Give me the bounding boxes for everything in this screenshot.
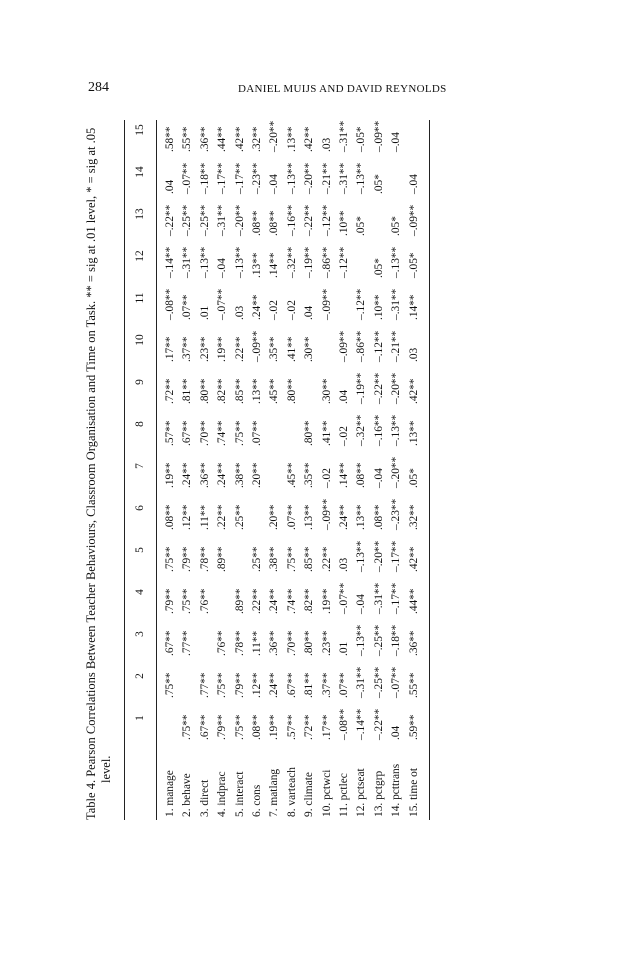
table-cell: .20** (268, 504, 281, 530)
table-cell: –.09** (320, 288, 333, 320)
table-cell: .80** (285, 378, 298, 404)
table-cell: .05* (372, 174, 385, 194)
table-cell: –.22** (303, 204, 316, 236)
table-cell: .74** (216, 420, 229, 446)
table-cell: .04 (390, 725, 403, 740)
table-cell: –.22** (164, 204, 176, 236)
table-cell: .67** (285, 672, 298, 698)
table-cell: .67** (164, 630, 176, 656)
table-cell: .12** (181, 504, 194, 530)
table-cell: –.07** (216, 288, 229, 320)
table-cell: .75** (233, 714, 246, 740)
table-cell: .77** (198, 672, 211, 698)
table-cell: .24** (338, 504, 350, 530)
table-cell: –.13** (233, 246, 246, 278)
table-cell: .76** (198, 588, 211, 614)
table-cell: .24** (268, 672, 281, 698)
table-cell: –.31** (355, 666, 368, 698)
column-header: 2 (134, 673, 146, 679)
table-cell: –.08** (338, 708, 350, 740)
table-cell: .14** (338, 462, 350, 488)
table-cell: .24** (251, 294, 263, 320)
table-cell: –.17** (390, 582, 403, 614)
table-cell: .42** (303, 126, 316, 152)
table-cell: .81** (303, 672, 316, 698)
table-cell: .78** (198, 546, 211, 572)
table-cell: .20** (251, 462, 263, 488)
table-cell: .79** (233, 672, 246, 698)
column-header: 4 (134, 589, 146, 595)
table-cell: –.12** (338, 246, 350, 278)
column-header: 7 (134, 463, 146, 469)
table-cell: –.32** (285, 246, 298, 278)
table-cell: –.25** (181, 204, 194, 236)
table-cell: .36** (407, 630, 420, 656)
table-cell: .10** (338, 210, 350, 236)
column-header: 5 (134, 547, 146, 553)
table-cell: .75** (285, 546, 298, 572)
table-cell: .07** (285, 504, 298, 530)
table-cell: .67** (198, 714, 211, 740)
table-cell: .44** (407, 588, 420, 614)
header-rule (156, 120, 157, 820)
table-cell: –.04 (390, 132, 403, 152)
table-cell: .08** (251, 210, 263, 236)
table-cell: .14** (268, 252, 281, 278)
table-cell: –.32** (355, 414, 368, 446)
table-cell: .80** (303, 420, 316, 446)
table-cell: –.09** (251, 330, 263, 362)
table-cell: –.86** (355, 330, 368, 362)
row-label: 3. direct (198, 779, 211, 817)
table-cell: –.18** (390, 624, 403, 656)
table-cell: .37** (320, 672, 333, 698)
table-cell: –.07** (181, 162, 194, 194)
table-cell: –.20** (303, 162, 316, 194)
table-cell: .05* (355, 216, 368, 236)
top-rule (124, 120, 125, 820)
column-header: 8 (134, 421, 146, 427)
table-cell: –.31** (216, 204, 229, 236)
table-cell: .79** (181, 546, 194, 572)
table-cell: –.22** (372, 708, 385, 740)
table-cell: .75** (164, 672, 176, 698)
table-cell: .05* (407, 468, 420, 488)
table-cell: .82** (216, 378, 229, 404)
table-cell: –.09** (320, 498, 333, 530)
table-cell: –.12** (372, 330, 385, 362)
table-cell: .45** (285, 462, 298, 488)
table-cell: .36** (198, 462, 211, 488)
table-cell: –.09** (407, 204, 420, 236)
table-cell: –.02 (268, 300, 281, 320)
row-label: 15. time ot (407, 767, 420, 817)
table-cell: .13** (285, 126, 298, 152)
table-cell: –.09** (338, 330, 350, 362)
table-cell: –.02 (320, 468, 333, 488)
table-cell: –.14** (355, 708, 368, 740)
table-cell: .22** (251, 588, 263, 614)
table-cell: –.12** (320, 204, 333, 236)
table-cell: .38** (268, 546, 281, 572)
table-cell: .10** (372, 294, 385, 320)
table-cell: .57** (164, 420, 176, 446)
running-head: DANIEL MUIJS AND DAVID REYNOLDS (238, 83, 447, 95)
table-cell: –.31** (338, 162, 350, 194)
column-header: 9 (134, 379, 146, 385)
table-cell: .42** (407, 378, 420, 404)
row-label: 1. manage (164, 770, 176, 817)
table-cell: .32** (407, 504, 420, 530)
table-cell: –.16** (285, 204, 298, 236)
row-label: 8. varteach (285, 767, 298, 817)
table-cell: .25** (251, 546, 263, 572)
table-cell: .05* (390, 216, 403, 236)
table-cell: –.04 (407, 174, 420, 194)
table-cell: –.07** (390, 666, 403, 698)
table-cell: .03 (320, 137, 333, 152)
table-cell: –.04 (216, 258, 229, 278)
table-cell: .17** (164, 336, 176, 362)
rotated-table-block (72, 120, 532, 820)
table-cell: –.21** (390, 330, 403, 362)
table-cell: .22** (320, 546, 333, 572)
table-cell: .55** (407, 672, 420, 698)
table-cell: .75** (164, 546, 176, 572)
table-cell: .36** (198, 126, 211, 152)
table-cell: .08** (268, 210, 281, 236)
table-cell: –.13** (390, 246, 403, 278)
table-cell: –.14** (164, 246, 176, 278)
table-cell: .70** (285, 630, 298, 656)
table-cell: –.02 (338, 426, 350, 446)
table-cell: .07** (251, 420, 263, 446)
table-cell: –.20** (233, 204, 246, 236)
row-label: 12. pctseat (355, 768, 368, 817)
table-cell: –.22** (372, 372, 385, 404)
table-cell: .89** (233, 588, 246, 614)
table-cell: .11** (251, 630, 263, 656)
table-cell: .30** (303, 336, 316, 362)
table-cell: –.23** (251, 162, 263, 194)
column-header: 13 (134, 208, 146, 220)
table-cell: –.20** (390, 456, 403, 488)
page-number: 284 (88, 80, 109, 95)
table-cell: –.08** (164, 288, 176, 320)
table-cell: .04 (164, 179, 176, 194)
table-cell: .89** (216, 546, 229, 572)
table-cell: –.25** (198, 204, 211, 236)
table-cell: –.17** (390, 540, 403, 572)
table-cell: .35** (303, 462, 316, 488)
table-cell: .04 (338, 389, 350, 404)
table-cell: –.13** (390, 414, 403, 446)
table-cell: –.05* (355, 126, 368, 152)
column-header: 10 (134, 334, 146, 346)
column-header: 15 (134, 124, 146, 136)
row-label: 5. interact (233, 771, 246, 817)
row-label: 4. indprac (216, 771, 229, 817)
table-cell: .82** (303, 588, 316, 614)
table-cell: –.23** (390, 498, 403, 530)
table-cell: –.17** (216, 162, 229, 194)
column-header: 12 (134, 250, 146, 262)
column-header: 1 (134, 715, 146, 721)
table-cell: .57** (285, 714, 298, 740)
table-cell: –.25** (372, 666, 385, 698)
table-cell: .17** (320, 714, 333, 740)
table-cell: .70** (198, 420, 211, 446)
table-cell: .74** (285, 588, 298, 614)
table-cell: .41** (285, 336, 298, 362)
table-cell: .23** (320, 630, 333, 656)
table-cell: .36** (268, 630, 281, 656)
table-cell: –.21** (320, 162, 333, 194)
table-cell: .32** (251, 126, 263, 152)
table-cell: .67** (181, 420, 194, 446)
table-cell: –.31** (338, 120, 350, 152)
table-cell: .72** (164, 378, 176, 404)
caption-line-2: level. (99, 755, 113, 783)
table-cell: .77** (181, 630, 194, 656)
table-cell: .08** (251, 714, 263, 740)
table-cell: –.31** (181, 246, 194, 278)
table-cell: –.20** (390, 372, 403, 404)
table-cell: –.04 (372, 468, 385, 488)
table-cell: –.31** (372, 582, 385, 614)
table-cell: .13** (407, 420, 420, 446)
table-cell: .30** (320, 378, 333, 404)
table-cell: .01 (198, 305, 211, 320)
row-label: 14. pcttrans (390, 763, 403, 817)
table-cell: .05* (372, 258, 385, 278)
table-cell: .13** (251, 378, 263, 404)
table-cell: .76** (216, 630, 229, 656)
table-cell: –.13** (285, 162, 298, 194)
table-cell: .22** (216, 504, 229, 530)
row-label: 6. cons (251, 784, 263, 817)
table-cell: .14** (407, 294, 420, 320)
table-cell: –.18** (198, 162, 211, 194)
table-cell: .19** (164, 462, 176, 488)
column-header: 3 (134, 631, 146, 637)
table-cell: –.04 (355, 594, 368, 614)
row-label: 2. behave (181, 773, 194, 817)
table-cell: .42** (407, 546, 420, 572)
table-cell: .03 (338, 557, 350, 572)
table-cell: –.19** (303, 246, 316, 278)
table-cell: .37** (181, 336, 194, 362)
table-cell: –.86** (320, 246, 333, 278)
table-cell: –.07** (338, 582, 350, 614)
table-cell: –.16** (372, 414, 385, 446)
table-cell: .45** (268, 378, 281, 404)
table-cell: .04 (303, 305, 316, 320)
table-cell: –.09** (372, 120, 385, 152)
table-cell: –.13** (355, 540, 368, 572)
row-label: 7. matlang (268, 768, 281, 817)
table-cell: .75** (181, 714, 194, 740)
table-cell: –.13** (355, 624, 368, 656)
table-cell: .24** (216, 462, 229, 488)
table-cell: .24** (181, 462, 194, 488)
table-cell: .80** (198, 378, 211, 404)
table-cell: .75** (216, 672, 229, 698)
table-cell: .35** (268, 336, 281, 362)
table-cell: .07** (181, 294, 194, 320)
table-cell: .25** (233, 504, 246, 530)
table-cell: .44** (216, 126, 229, 152)
table-cell: .41** (320, 420, 333, 446)
table-cell: .19** (268, 714, 281, 740)
table-cell: .19** (216, 336, 229, 362)
table-cell: .24** (268, 588, 281, 614)
column-header: 6 (134, 505, 146, 511)
table-cell: .23** (198, 336, 211, 362)
table-cell: .78** (233, 630, 246, 656)
table-cell: .42** (233, 126, 246, 152)
table-cell: .85** (303, 546, 316, 572)
table-cell: .13** (303, 504, 316, 530)
table-cell: .08** (164, 504, 176, 530)
row-label: 13. pctgrp (372, 770, 385, 817)
table-cell: .59** (407, 714, 420, 740)
table-cell: .03 (233, 305, 246, 320)
table-cell: .72** (303, 714, 316, 740)
table-caption (84, 120, 114, 820)
table-cell: .79** (216, 714, 229, 740)
table-cell: .85** (233, 378, 246, 404)
table-cell: –.20** (372, 540, 385, 572)
table-cell: –.12** (355, 288, 368, 320)
table-cell: .08** (372, 504, 385, 530)
table-cell: .13** (251, 252, 263, 278)
table-cell: .01 (338, 641, 350, 656)
table-cell: .58** (164, 126, 176, 152)
row-label: 11. pctlec (338, 773, 350, 817)
table-cell: –.02 (285, 300, 298, 320)
table-cell: .80** (303, 630, 316, 656)
table-cell: –.19** (355, 372, 368, 404)
table-cell: .75** (233, 420, 246, 446)
table-cell: –.04 (268, 174, 281, 194)
table-cell: .81** (181, 378, 194, 404)
column-header: 14 (134, 166, 146, 178)
column-header: 11 (134, 292, 146, 304)
table-cell: .12** (251, 672, 263, 698)
table-cell: –.13** (355, 162, 368, 194)
table-cell: –.20** (268, 120, 281, 152)
table-cell: –.05* (407, 252, 420, 278)
table-cell: .11** (198, 504, 211, 530)
table-cell: .13** (355, 504, 368, 530)
row-label: 9. climate (303, 772, 316, 817)
bottom-rule (429, 120, 430, 820)
table-cell: .19** (320, 588, 333, 614)
table-cell: –.13** (198, 246, 211, 278)
table-cell: .08** (355, 462, 368, 488)
table-cell: .22** (233, 336, 246, 362)
table-cell: –.25** (372, 624, 385, 656)
table-cell: .38** (233, 462, 246, 488)
row-label: 10. pctwci (320, 769, 333, 817)
table-cell: –.31** (390, 288, 403, 320)
table-cell: .07** (338, 672, 350, 698)
caption-line-1: Table 4. Pearson Correlations Between Teacher Behaviours, Classroom Organisation and Time on Task. ** = sig at .01 level, * = sig at .05 (84, 127, 98, 820)
table-cell: .03 (407, 347, 420, 362)
table-cell: .55** (181, 126, 194, 152)
table-cell: .75** (181, 588, 194, 614)
table-cell: .79** (164, 588, 176, 614)
table-cell: –.17** (233, 162, 246, 194)
